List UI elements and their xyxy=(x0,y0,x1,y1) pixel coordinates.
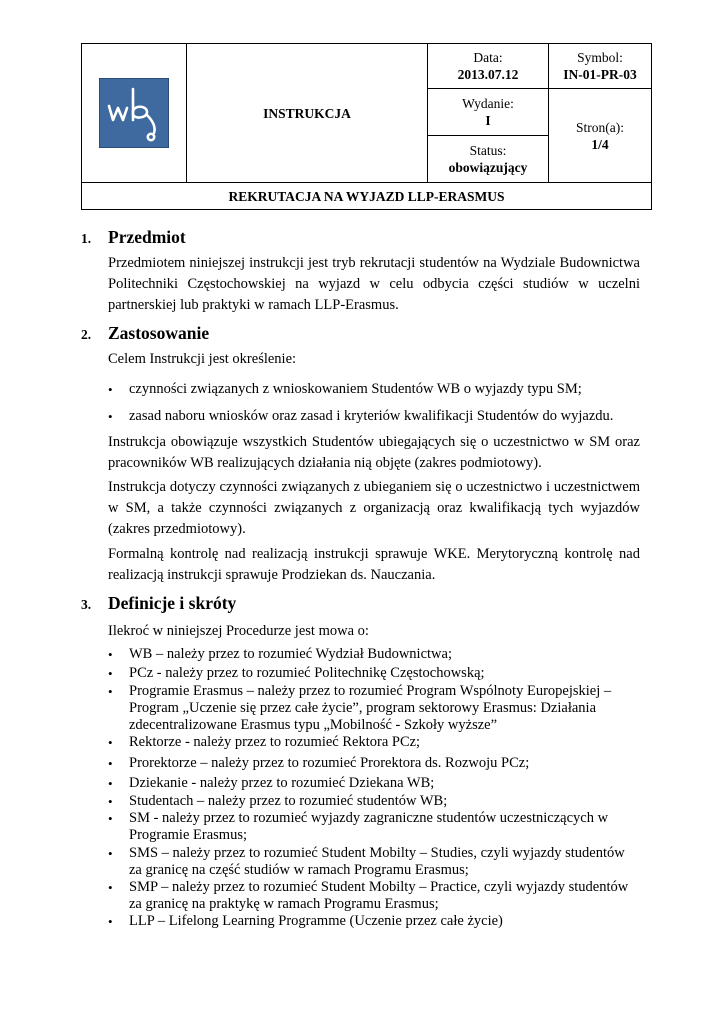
edition-label: Wydanie: xyxy=(462,96,514,111)
list-item xyxy=(108,408,640,425)
list-item xyxy=(108,665,640,682)
status-label: Status: xyxy=(469,143,507,158)
symbol-value: IN-01-PR-03 xyxy=(563,67,637,82)
list-item xyxy=(108,755,640,772)
bullet-icon: • xyxy=(108,846,113,861)
list-item xyxy=(108,879,640,913)
list-item-text: Prorektorze – należy przez to rozumieć Prorektora ds. Rozwoju PCz; xyxy=(129,755,530,771)
edition-value: I xyxy=(485,113,491,128)
section-heading xyxy=(81,322,209,346)
list-item-text: LLP – Lifelong Learning Programme (Uczenie przez całe życie) xyxy=(129,913,503,929)
bullet-icon: • xyxy=(108,794,113,809)
list-item xyxy=(108,775,640,792)
section-number: 1. xyxy=(81,231,92,246)
paragraph: Celem Instrukcji jest określenie: xyxy=(108,351,297,367)
paragraph: Przedmiotem niniejszej instrukcji jest tryb rekrutacji studentów na Wydziale Budownictwa Politechniki Częstochowskiej na wyjazd w celu odbycia części studiów w uczelni partnerskiej lub praktyki w ramach LLP-Erasmus. xyxy=(108,255,640,313)
paragraph: Instrukcja obowiązuje wszystkich Studentów ubiegających się o uczestnictwo w SM oraz pracowników WB realizujących działania nią objęte (zakres podmiotowy). xyxy=(108,434,640,471)
pages-value: 1/4 xyxy=(591,136,609,152)
list-item-text: SMP – należy przez to rozumieć Student Mobilty – Practice, czyli wyjazdy studentów za granicę na praktykę w ramach Programu Erasmus; xyxy=(129,879,629,912)
list-item-text: SM - należy przez to rozumieć wyjazdy zagraniczne studentów uczestniczących w Programie Erasmus; xyxy=(129,810,609,843)
section-title: Zastosowanie xyxy=(108,323,210,343)
list-item-text: Studentach – należy przez to rozumieć studentów WB; xyxy=(129,793,448,809)
bullet-icon: • xyxy=(108,914,113,929)
bullet-icon: • xyxy=(108,811,113,826)
university-logo xyxy=(99,78,169,148)
symbol-cell xyxy=(549,44,652,89)
bullet-icon: • xyxy=(108,666,113,681)
list-item-text: czynności związanych z wnioskowaniem Studentów WB o wyjazdy typu SM; xyxy=(129,381,582,397)
list-item xyxy=(108,793,640,810)
list-item-text: Dziekanie - należy przez to rozumieć Dziekana WB; xyxy=(129,775,435,791)
wb-logo-icon xyxy=(100,79,168,147)
list-item xyxy=(108,734,640,751)
document-header-table xyxy=(81,43,652,210)
pages-cell xyxy=(549,89,652,183)
paragraph: Formalną kontrolę nad realizacją instrukcji sprawuje WKE. Merytoryczną kontrolę nad realizacją instrukcji sprawuje Prodziekan ds. Nauczania. xyxy=(108,546,640,583)
date-value: 2013.07.12 xyxy=(457,67,519,82)
section-title: Przedmiot xyxy=(108,227,186,247)
bullet-icon: • xyxy=(108,647,113,662)
date-label: Data: xyxy=(473,50,503,65)
list-item-text: PCz - należy przez to rozumieć Politechnikę Częstochowską; xyxy=(129,665,485,681)
symbol-label: Symbol: xyxy=(577,50,623,65)
section-heading xyxy=(81,592,236,616)
edition-cell xyxy=(428,89,549,136)
bullet-icon: • xyxy=(108,382,113,397)
bullet-icon: • xyxy=(108,880,113,895)
list-item-text: Rektorze - należy przez to rozumieć Rektora PCz; xyxy=(129,734,421,750)
status-value: obowiązujący xyxy=(448,160,528,175)
section-number: 3. xyxy=(81,597,92,612)
list-item-text: zasad naboru wniosków oraz zasad i kryteriów kwalifikacji Studentów do wyjazdu. xyxy=(129,408,614,424)
list-item-text: Programie Erasmus – należy przez to rozumieć Program Wspólnoty Europejskiej – Program „Uczenie się przez całe życie”, program sektorowy Erasmus: Działania zdecentralizowane Erasmus typu „Mobilność - Szkoły wyższe” xyxy=(129,683,612,733)
list-item xyxy=(108,646,640,663)
list-item-text: SMS – należy przez to rozumieć Student Mobilty – Studies, czyli wyjazdy studentów za granicę na część studiów w ramach Programu Erasmus; xyxy=(129,845,625,878)
section-heading xyxy=(81,226,186,250)
list-item xyxy=(108,381,640,398)
bullet-icon: • xyxy=(108,409,113,424)
bullet-icon: • xyxy=(108,735,113,750)
section-title: Definicje i skróty xyxy=(108,593,237,613)
bullet-icon: • xyxy=(108,756,113,771)
list-item xyxy=(108,913,640,930)
logo-cell xyxy=(82,44,187,183)
section-number: 2. xyxy=(81,327,92,342)
paragraph: Instrukcja dotyczy czynności związanych z ubieganiem się o uczestnictwo i uczestnictwem w SM, a także czynności związanych z organizacją oraz kwalifikacją tych wyjazdów (zakres przedmiotowy). xyxy=(108,479,640,537)
list-item xyxy=(108,845,640,879)
document-type-title: INSTRUKCJA xyxy=(187,44,428,183)
list-item xyxy=(108,683,640,734)
date-cell xyxy=(428,44,549,89)
document-title: REKRUTACJA NA WYJAZD LLP-ERASMUS xyxy=(82,183,652,210)
paragraph: Ilekroć w niniejszej Procedurze jest mowa o: xyxy=(108,623,369,639)
bullet-icon: • xyxy=(108,684,113,699)
pages-label: Stron(a): xyxy=(576,119,624,135)
list-item xyxy=(108,810,640,844)
status-cell xyxy=(428,136,549,183)
list-item-text: WB – należy przez to rozumieć Wydział Budownictwa; xyxy=(129,646,452,662)
bullet-icon: • xyxy=(108,776,113,791)
